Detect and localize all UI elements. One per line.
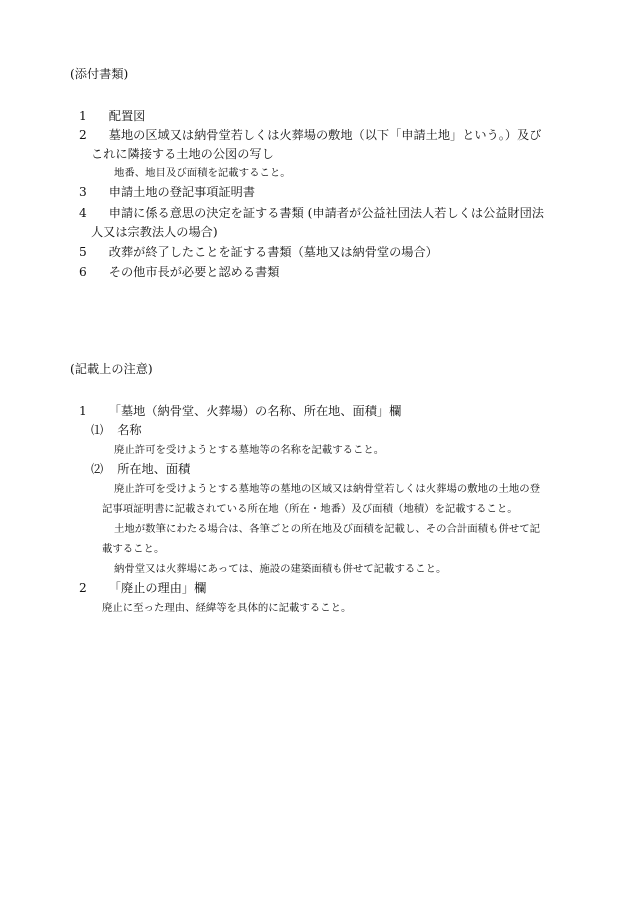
note-section-1-title xyxy=(79,403,401,419)
sub-number: ⑴ xyxy=(91,423,104,437)
section-number: 1 xyxy=(79,404,87,418)
item-number: 4 xyxy=(79,206,87,220)
item-text: 申請に係る意思の決定を証する書類 (申請者が公益社団法人若しくは公益財団法 xyxy=(108,206,544,220)
item-number: 2 xyxy=(79,128,87,142)
item-number: 1 xyxy=(79,109,87,123)
note-sub-2-title xyxy=(91,461,190,477)
item-text: その他市長が必要と認める書類 xyxy=(108,265,280,279)
item-number: 6 xyxy=(79,265,87,279)
item-number: 3 xyxy=(79,185,87,199)
attachment-item-6 xyxy=(79,264,279,280)
attachments-heading: (添付書類) xyxy=(70,67,129,81)
attachment-item-4 xyxy=(79,205,544,221)
note-sub-2-paragraph-2b: 載すること。 xyxy=(102,543,165,555)
item-text: 申請土地の登記事項証明書 xyxy=(108,185,256,199)
section-number: 2 xyxy=(79,581,87,595)
sub-number: ⑵ xyxy=(91,462,104,476)
note-sub-1-text: 廃止許可を受けようとする墓地等の名称を記載すること。 xyxy=(114,444,385,456)
attachment-item-2-continuation: これに隣接する土地の公図の写し xyxy=(91,147,274,161)
attachment-item-3 xyxy=(79,184,255,200)
attachment-item-2 xyxy=(79,127,541,143)
item-text: 墓地の区域又は納骨堂若しくは火葬場の敷地（以下「申請土地」という。）及び xyxy=(108,128,542,142)
section-title: 「墓地（納骨堂、火葬場）の名称、所在地、面積」欄 xyxy=(108,404,402,418)
sub-title: 名称 xyxy=(117,423,142,437)
section-title: 「廃止の理由」欄 xyxy=(108,581,207,595)
attachment-item-1 xyxy=(79,108,145,124)
item-text: 配置図 xyxy=(108,109,146,123)
attachment-item-4-continuation: 人又は宗教法人の場合) xyxy=(91,225,218,239)
note-section-2-text: 廃止に至った理由、経緯等を具体的に記載すること。 xyxy=(102,602,352,614)
note-sub-2-paragraph-2a: 土地が数筆にわたる場合は、各筆ごとの所在地及び面積を記載し、その合計面積も併せて記 xyxy=(114,523,541,535)
note-section-2-title xyxy=(79,580,206,596)
attachment-item-2-note: 地番、地目及び面積を記載すること。 xyxy=(114,167,291,179)
note-sub-1-title xyxy=(91,422,142,438)
item-number: 5 xyxy=(79,245,87,259)
item-text: 改葬が終了したことを証する書類（墓地又は納骨堂の場合） xyxy=(108,245,438,259)
sub-title: 所在地、面積 xyxy=(117,462,191,476)
note-sub-2-paragraph-3: 納骨堂又は火葬場にあっては、施設の建築面積も併せて記載すること。 xyxy=(114,563,447,575)
note-sub-2-paragraph-1b: 記事項証明書に記載されている所在地（所在・地番）及び面積（地積）を記載すること。 xyxy=(102,503,518,515)
notes-heading: (記載上の注意) xyxy=(70,362,153,376)
attachment-item-5 xyxy=(79,244,438,260)
note-sub-2-paragraph-1a: 廃止許可を受けようとする墓地等の墓地の区域又は納骨堂若しくは火葬場の敷地の土地の登 xyxy=(114,483,541,495)
